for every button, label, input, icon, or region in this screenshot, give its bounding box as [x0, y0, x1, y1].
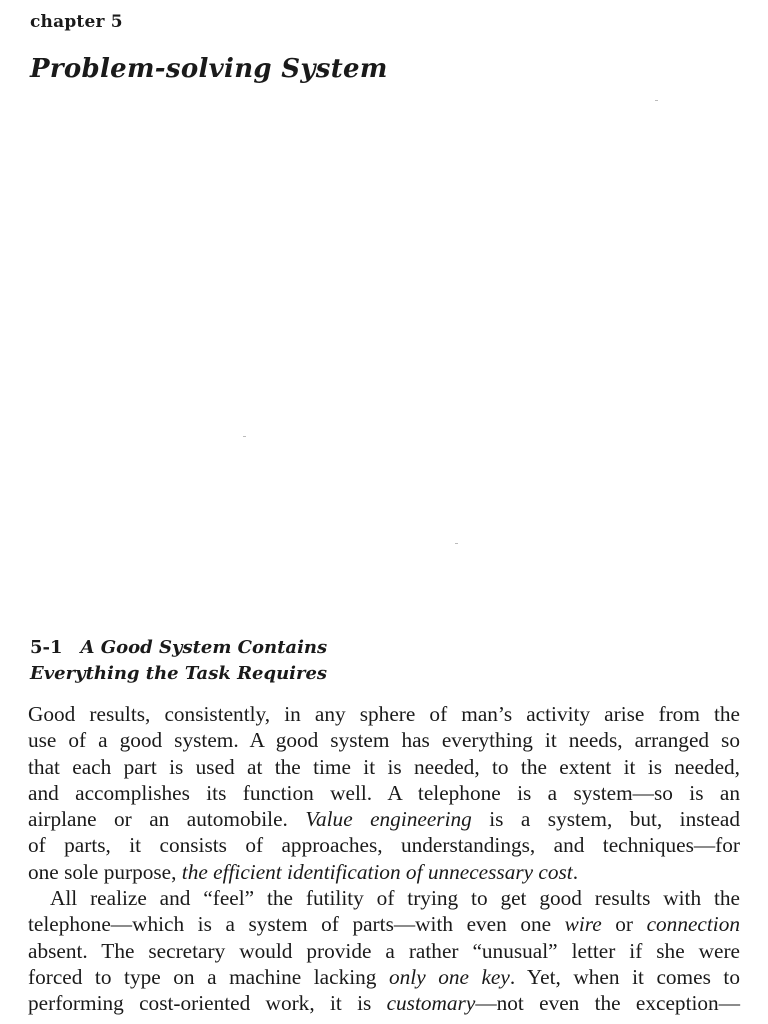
text-run: . — [572, 859, 579, 884]
text-run: . Yet, when it comes to — [509, 964, 740, 989]
emphasis-text: connection — [646, 912, 741, 937]
chapter-label: chapter 5 — [30, 12, 123, 32]
body-text — [28, 701, 740, 1017]
emphasis-text: Value engineering — [305, 807, 472, 832]
paragraph — [28, 885, 740, 1016]
text-run: is a system, but, instead — [471, 807, 741, 832]
text-run: —not even the exception— — [475, 991, 740, 1016]
text-line — [28, 938, 740, 964]
paragraph — [28, 701, 740, 885]
text-line — [28, 701, 740, 727]
text-line — [28, 885, 740, 911]
text-line — [28, 754, 740, 780]
text-line — [28, 727, 740, 753]
text-line — [28, 806, 740, 832]
text-run: Good results, consistently, in any sphere of man’s activity arise from the — [28, 702, 740, 726]
chapter-title: Problem-solving System — [30, 54, 388, 84]
text-line — [28, 859, 740, 885]
section-title-line-2: Everything the Task Requires — [30, 663, 328, 684]
emphasis-text: wire — [564, 912, 602, 937]
text-run: use of a good system. A good system has everything it needs, arranged so — [28, 728, 740, 753]
text-line — [28, 911, 740, 937]
text-run: one sole purpose, — [28, 859, 182, 884]
text-line — [28, 780, 740, 806]
scan-speck — [243, 436, 246, 437]
section-number: 5-1 — [30, 637, 63, 658]
emphasis-text: customary — [386, 991, 476, 1016]
text-run: telephone—which is a system of parts—with even one — [28, 912, 565, 937]
emphasis-text: only one key — [388, 964, 510, 989]
text-run: forced to type on a machine lacking — [28, 964, 389, 989]
text-line — [28, 832, 740, 858]
text-run: absent. The secretary would provide a rather “unusual” letter if she were — [28, 938, 740, 963]
section-heading — [30, 635, 327, 687]
text-run: airplane or an automobile. — [28, 807, 306, 832]
text-run: All realize and “feel” the futility of trying to get good results with the — [50, 886, 740, 911]
text-run: of parts, it consists of approaches, understandings, and techniques—for — [28, 833, 740, 858]
emphasis-text: the efficient identification of unnecessary cost — [181, 859, 573, 884]
section-heading-line-2 — [30, 661, 327, 687]
text-run: that each part is used at the time it is needed, to the extent it is needed, — [28, 754, 740, 779]
scan-speck — [455, 543, 458, 544]
text-line — [28, 964, 740, 990]
text-line — [28, 990, 740, 1016]
scan-speck — [655, 100, 658, 101]
text-run: and accomplishes its function well. A telephone is a system—so is an — [28, 780, 740, 805]
section-title-line-1: A Good System Contains — [80, 637, 328, 658]
text-run: or — [601, 912, 647, 937]
text-run: performing cost-oriented work, it is — [28, 991, 387, 1016]
section-heading-line-1 — [30, 635, 327, 661]
